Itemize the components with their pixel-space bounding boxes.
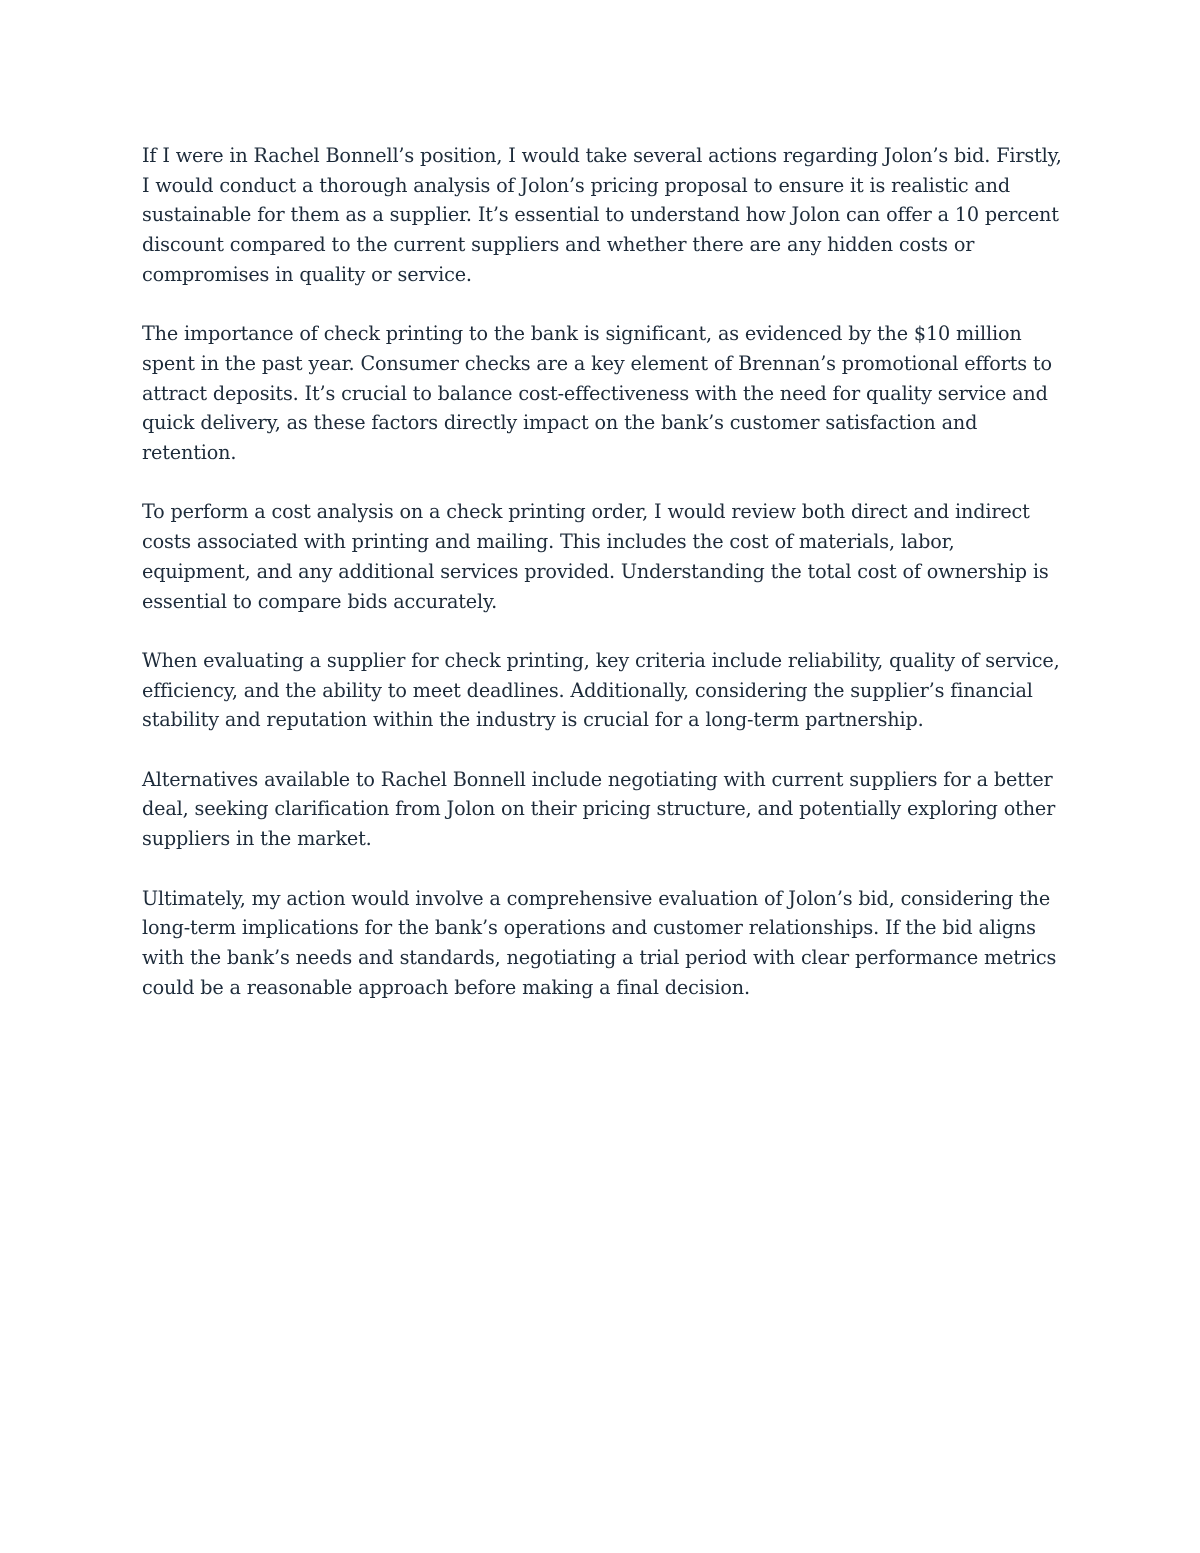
paragraph-1: If I were in Rachel Bonnell’s position, I would take several actions regarding Jolon’s bid. Firstly, I would conduct a thorough analysis of Jolon’s pricing proposal to ensure it is realistic and sustainable for them as a supplier. It’s essential to understand how Jolon can offer a 10 percent discount compared to the current suppliers and whether there are any hidden costs or compromises in quality or service.	[142, 144, 1062, 286]
paragraph-3: To perform a cost analysis on a check printing order, I would review both direct and indirect costs associated with printing and mailing. This includes the cost of materials, labor, equipment, and any additional services provided. Understanding the total cost of ownership is essential to compare bids accurately.	[142, 500, 1049, 613]
paragraph-5: Alternatives available to Rachel Bonnell include negotiating with current suppliers for a better deal, seeking clarification from Jolon on their pricing structure, and potentially exploring other suppliers in the market.	[142, 767, 1056, 851]
paragraph-2: The importance of check printing to the bank is significant, as evidenced by the $10 million spent in the past year. Consumer checks are a key element of Brennan’s promotional efforts to attract deposits. It’s crucial to balance cost-effectiveness with the need for quality service and quick delivery, as these factors directly impact on the bank’s customer satisfaction and retention.	[142, 322, 1052, 465]
document-body	[142, 141, 1067, 1032]
paragraph-4: When evaluating a supplier for check printing, key criteria include reliability, quality of service, efficiency, and the ability to meet deadlines. Additionally, considering the supplier’s financial stability and reputation within the industry is crucial for a long-term partnership.	[142, 648, 1060, 732]
paragraph-6: Ultimately, my action would involve a comprehensive evaluation of Jolon’s bid, considering the long-term implications for the bank’s operations and customer relationships. If the bid aligns with the bank’s needs and standards, negotiating a trial period with clear performance metrics could be a reasonable approach before making a final decision.	[142, 886, 1057, 999]
